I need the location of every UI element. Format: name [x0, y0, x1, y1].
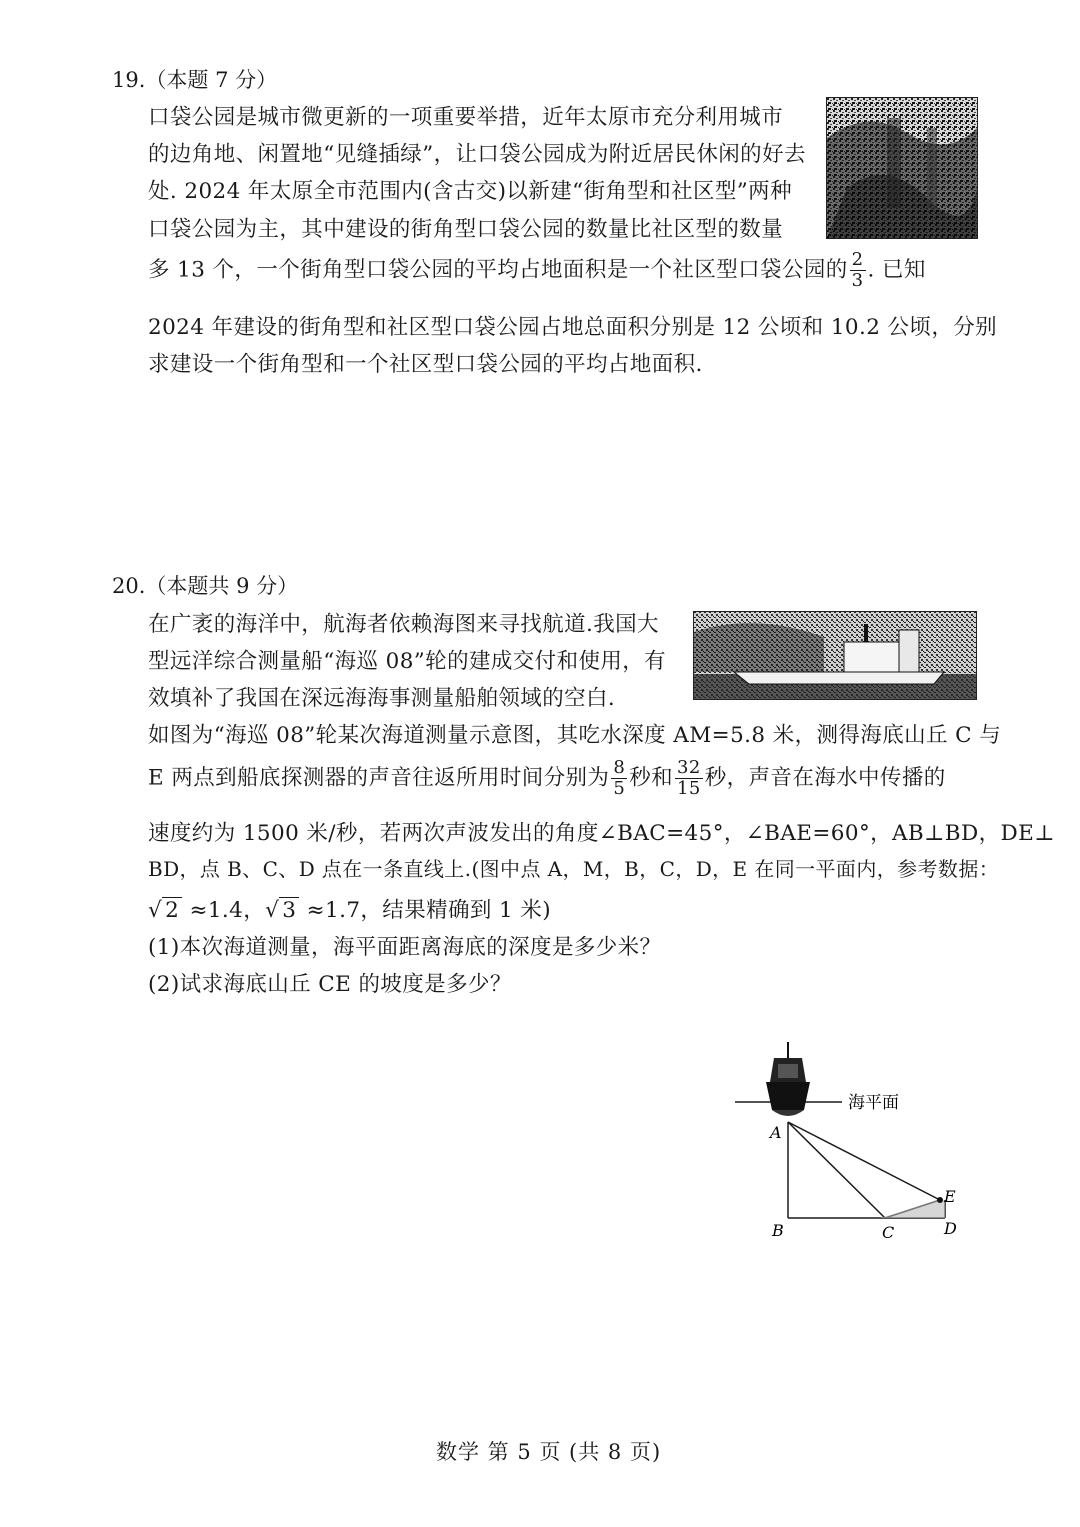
sea-level-label: 海平面	[848, 1093, 899, 1113]
q20-part-1: (1)本次海道测量，海平面距离海底的深度是多少米？	[148, 935, 662, 960]
q19-line-5	[148, 250, 926, 291]
q19-frac-den: 3	[851, 270, 864, 291]
point-E-dot	[937, 1197, 943, 1203]
q19-line-2: 的边角地、闲置地“见缝插绿”，让口袋公园成为附近居民休闲的好去	[148, 142, 806, 167]
q20-fraction-t2	[675, 758, 703, 799]
pocket-park-photo	[826, 97, 978, 239]
label-D: D	[944, 1219, 957, 1238]
ship-icon	[766, 1042, 810, 1116]
q20-t1-num: 8	[613, 757, 626, 778]
q20-fraction-t1	[611, 758, 627, 799]
q20-header: 20.（本题共 9 分）	[112, 574, 299, 598]
q20-line-5a: E 两点到船底探测器的声音往返所用时间分别为	[148, 765, 610, 791]
label-A: A	[770, 1123, 782, 1142]
page-footer: 数学 第 5 页 (共 8 页)	[436, 1440, 662, 1464]
segment-AC	[788, 1122, 885, 1218]
sqrt2: √ 2	[148, 898, 182, 923]
q20-t2-num: 32	[677, 757, 701, 778]
q19-frac-num: 2	[851, 249, 864, 270]
q20-line-8	[148, 893, 551, 924]
label-E: E	[944, 1187, 956, 1206]
q19-line-5-before: 多 13 个，一个街角型口袋公园的平均占地面积是一个社区型口袋公园的	[148, 257, 848, 283]
q19-line-1: 口袋公园是城市微更新的一项重要举措，近年太原市充分利用城市	[148, 105, 784, 130]
sqrt3-radicand: 3	[279, 897, 299, 923]
q20-t2-den: 15	[677, 778, 701, 799]
q20-line-6: 速度约为 1500 米/秒，若两次声波发出的角度∠BAC=45°，∠BAE=60°，AB⊥BD，DE⊥	[148, 821, 1055, 846]
survey-diagram	[730, 1040, 990, 1250]
sqrt2-radicand: 2	[162, 897, 182, 923]
q19-line-5-after: . 已知	[867, 257, 926, 283]
label-B: B	[772, 1221, 784, 1240]
q20-line-7: BD，点 B、C、D 点在一条直线上.(图中点 A，M，B，C，D，E 在同一平面内，参考数据：	[148, 857, 1000, 881]
q20-t1-den: 5	[613, 778, 626, 799]
q20-line-5c: 秒，声音在海水中传播的	[704, 765, 946, 791]
q19-fraction	[850, 250, 866, 291]
q20-intro-3: 效填补了我国在深远海海事测量船舶领域的空白.	[148, 686, 616, 711]
label-C: C	[882, 1223, 895, 1242]
q20-line-5	[148, 758, 946, 799]
approx-sqrt3: ≈1.7，结果精确到 1 米)	[306, 898, 552, 923]
sqrt3: √ 3	[265, 898, 299, 923]
q20-intro-1: 在广袤的海洋中，航海者依赖海图来寻找航道.我国大	[148, 612, 659, 637]
q19-line-3: 处. 2024 年太原全市范围内(含古交)以新建“街角型和社区型”两种	[148, 179, 792, 204]
q20-part-2: (2)试求海底山丘 CE 的坡度是多少？	[148, 972, 512, 997]
survey-ship-photo	[693, 611, 977, 700]
segment-AE	[788, 1122, 940, 1200]
approx-sqrt2: ≈1.4，	[189, 898, 266, 923]
q19-line-4: 口袋公园为主，其中建设的街角型口袋公园的数量比社区型的数量	[148, 217, 784, 242]
q19-header: 19.（本题 7 分）	[112, 68, 278, 92]
seabed-hill	[880, 1198, 945, 1218]
q20-line-5b: 秒和	[629, 765, 674, 791]
q19-line-7: 求建设一个街角型和一个社区型口袋公园的平均占地面积.	[148, 352, 703, 377]
q19-line-6: 2024 年建设的街角型和社区型口袋公园占地总面积分别是 12 公顷和 10.2 公顷，分别	[148, 315, 998, 340]
q20-line-4: 如图为“海巡 08”轮某次海道测量示意图，其吃水深度 AM=5.8 米，测得海底山丘 C 与	[148, 723, 1002, 748]
q20-intro-2: 型远洋综合测量船“海巡 08”轮的建成交付和使用，有	[148, 649, 667, 674]
